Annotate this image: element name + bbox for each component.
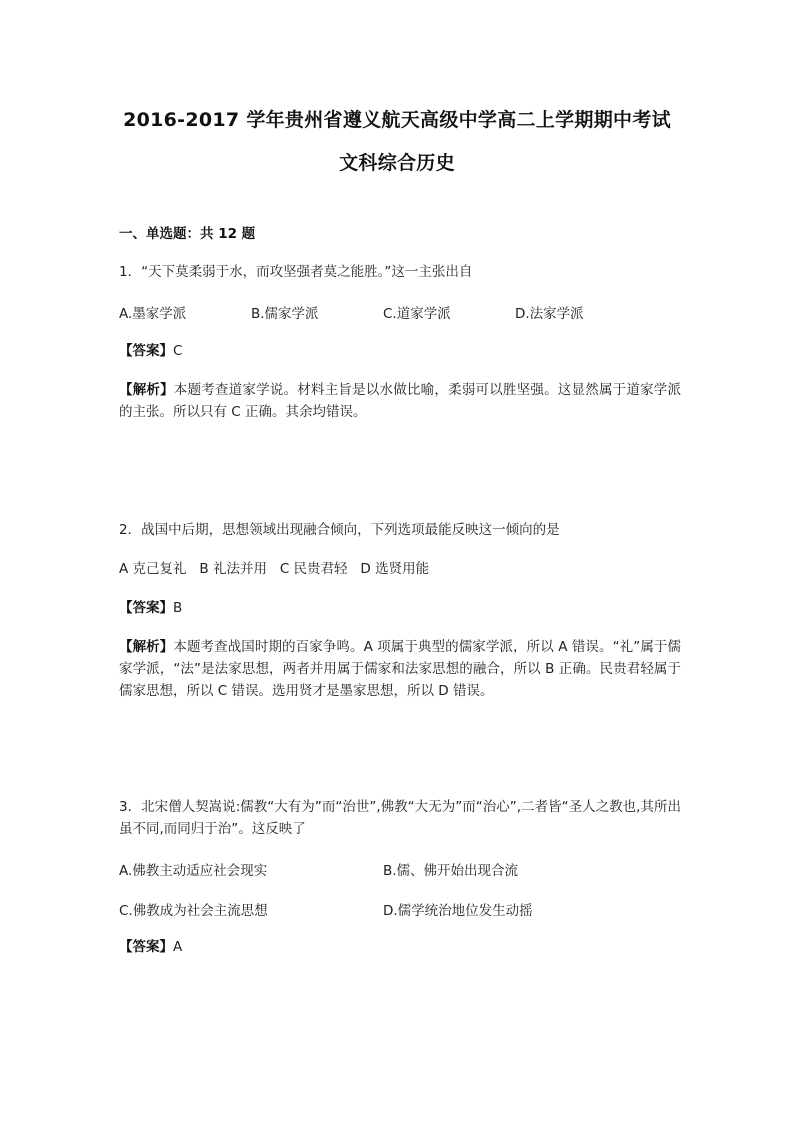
analysis-tag: 【解析】 xyxy=(119,382,174,398)
document-title: 2016-2017 学年贵州省遵义航天高级中学高二上学期期中考试 xyxy=(123,109,671,131)
answer-tag: 【答案】 xyxy=(119,343,173,359)
question-3-option-c: C.佛教成为社会主流思想 xyxy=(119,903,268,919)
question-2-analysis xyxy=(119,636,681,702)
question-1-answer xyxy=(119,341,182,361)
question-1-option-d: D.法家学派 xyxy=(515,306,584,322)
analysis-text: 本题考查道家学说。材料主旨是以水做比喻，柔弱可以胜坚强。这显然属于道家学派的主张。所以只有 C 正确。其余均错误。 xyxy=(119,382,682,420)
analysis-tag: 【解析】 xyxy=(119,639,174,655)
question-1-option-c: C.道家学派 xyxy=(383,306,451,322)
question-3-answer xyxy=(119,937,182,957)
analysis-text: 本题考查战国时期的百家争鸣。A 项属于典型的儒家学派，所以 A 错误。“礼”属于儒家学派，“法”是法家思想，两者并用属于儒家和法家思想的融合，所以 B 正确。民贵君轻属于儒家思想，所以 C 错误。选用贤才是墨家思想，所以 D 错误。 xyxy=(119,639,681,699)
answer-value: C xyxy=(173,343,183,359)
answer-tag: 【答案】 xyxy=(119,600,173,616)
section-heading: 一、单选题：共 12 题 xyxy=(119,226,256,242)
question-2-stem: 2．战国中后期，思想领域出现融合倾向，下列选项最能反映这一倾向的是 xyxy=(119,522,560,538)
question-3-option-b: B.儒、佛开始出现合流 xyxy=(383,863,519,879)
question-2-answer xyxy=(119,598,182,618)
question-1-option-b: B.儒家学派 xyxy=(251,306,319,322)
question-1-option-a: A.墨家学派 xyxy=(119,306,187,322)
question-3-option-d: D.儒学统治地位发生动摇 xyxy=(383,903,533,919)
document-subtitle: 文科综合历史 xyxy=(339,152,455,174)
question-1-analysis xyxy=(119,379,681,423)
answer-tag: 【答案】 xyxy=(119,939,173,955)
answer-value: B xyxy=(173,600,183,616)
question-2-options: A 克己复礼 B 礼法并用 C 民贵君轻 D 选贤用能 xyxy=(119,561,430,577)
question-3-stem: 3．北宋僧人契嵩说:儒教“大有为”而“治世”,佛教“大无为”而“治心”,二者皆“圣人之教也,其所出虽不同,而同归于治”。这反映了 xyxy=(119,799,681,837)
question-3-option-a: A.佛教主动适应社会现实 xyxy=(119,863,268,879)
question-1-stem: 1．“天下莫柔弱于水，而攻坚强者莫之能胜。”这一主张出自 xyxy=(119,264,473,280)
answer-value: A xyxy=(173,939,183,955)
